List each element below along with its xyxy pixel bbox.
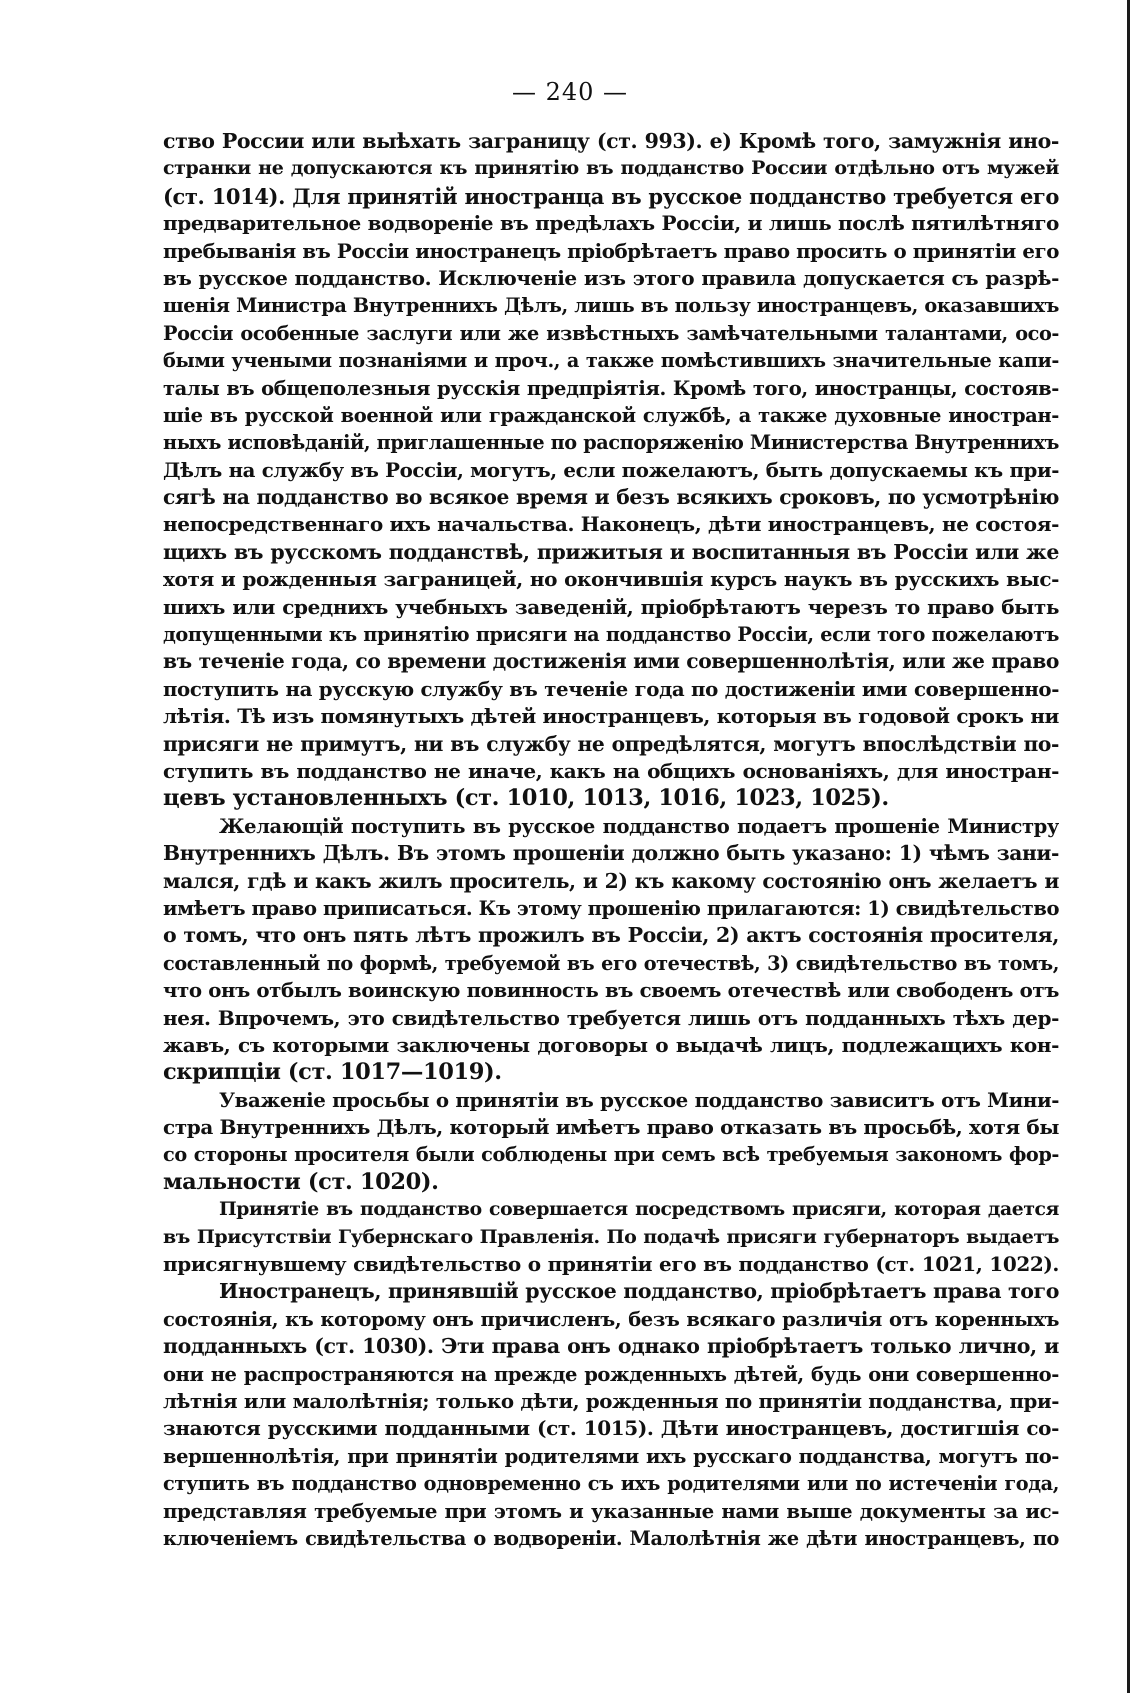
text-line: мальности (ст. 1020).: [163, 1168, 439, 1195]
text-line: они не распространяются на прежде рожденныхъ дѣтей, будь они совершенно-: [163, 1362, 1059, 1386]
text-line: Дѣлъ на службу въ Россіи, могутъ, если пожелаютъ, быть допускаемы къ при-: [163, 457, 1059, 482]
body-text: [163, 128, 1059, 1552]
text-line: мался, гдѣ и какъ жилъ проситель, и 2) къ какому состоянію онъ желаетъ и: [163, 868, 1059, 893]
text-line: что онъ отбылъ воинскую повинность въ своемъ отечествѣ или свободенъ отъ: [163, 978, 1059, 1003]
text-line: шихъ или среднихъ учебныхъ заведеній, пріобрѣтаютъ черезъ то право быть: [163, 594, 1059, 619]
text-line: предварительное водвореніе въ предѣлахъ Россіи, и лишь послѣ пятилѣтняго: [163, 211, 1059, 236]
text-line: Внутреннихъ Дѣлъ. Въ этомъ прошеніи должно быть указано: 1) чѣмъ зани-: [163, 841, 1059, 866]
paragraph-5: [163, 1278, 1059, 1552]
text-line: со стороны просителя были соблюдены при семъ всѣ требуемыя закономъ фор-: [163, 1143, 1059, 1167]
text-line: цевъ установленныхъ (ст. 1010, 1013, 1016, 1023, 1025).: [163, 785, 889, 812]
text-line: лѣтія. Тѣ изъ помянутыхъ дѣтей иностранцевъ, которыя въ годовой срокъ ни: [163, 704, 1059, 729]
text-line: представляя требуемые при этомъ и указанные нами выше документы за ис-: [163, 1498, 1059, 1523]
text-line: (ст. 1014). Для принятій иностранца въ русское подданство требуется его: [163, 183, 1059, 209]
text-line: нея. Впрочемъ, это свидѣтельство требуется лишь отъ подданныхъ тѣхъ дер-: [163, 1005, 1059, 1030]
text-line: присягнувшему свидѣтельство о принятіи его въ подданство (ст. 1021, 1022).: [163, 1252, 1059, 1277]
text-line: въ русское подданство. Исключеніе изъ этого правила допускается съ разрѣ-: [163, 265, 1059, 290]
text-line: имѣетъ право приписаться. Къ этому прошенію прилагаются: 1) свидѣтельство: [163, 896, 1059, 920]
text-line: пребыванія въ Россіи иностранецъ пріобрѣтаетъ право просить о принятіи его: [163, 238, 1059, 263]
text-line: ныхъ исповѣданій, приглашенные по распоряженію Министерства Внутреннихъ: [163, 431, 1059, 455]
text-line: ключеніемъ свидѣтельства о водвореніи. Малолѣтнія же дѣти иностранцевъ, по: [163, 1526, 1059, 1550]
text-line: ступить въ подданство не иначе, какъ на общихъ основаніяхъ, для иностран-: [163, 758, 1059, 783]
paragraph-1: [163, 128, 1059, 813]
text-line: въ теченіе года, со времени достиженія ими совершеннолѣтія, или же право: [163, 649, 1059, 674]
text-line: талы въ общеполезныя русскія предпріятія. Кромѣ того, иностранцы, состояв-: [163, 376, 1059, 400]
text-line: шенія Министра Внутреннихъ Дѣлъ, лишь въ пользу иностранцевъ, оказавшихъ: [163, 294, 1059, 318]
text-line: щихъ въ русскомъ подданствѣ, прижитыя и воспитанныя въ Россіи или же: [163, 539, 1059, 564]
text-line: быми учеными познаніями и проч., а также помѣстившихъ значительные капи-: [163, 349, 1059, 373]
text-line: поступить на русскую службу въ теченіе года по достиженіи ими совершенно-: [163, 676, 1059, 701]
text-line: Уваженіе просьбы о принятіи въ русское подданство зависитъ отъ Мини-: [219, 1087, 1059, 1112]
text-line: въ Присутствіи Губернскаго Правленія. По подачѣ присяги губернаторъ выдаетъ: [163, 1225, 1059, 1248]
text-line: присяги не примутъ, ни въ службу не опредѣлятся, могутъ впослѣдствіи по-: [163, 731, 1059, 756]
text-line: стра Внутреннихъ Дѣлъ, который имѣетъ право отказать въ просьбѣ, хотя бы: [163, 1115, 1059, 1140]
page-edge-rule: [1127, 0, 1130, 1693]
paragraph-3: [163, 1087, 1059, 1197]
text-line: странки не допускаются къ принятію въ подданство России отдѣльно отъ мужей: [163, 157, 1059, 180]
text-line: вершеннолѣтія, при принятіи родителями ихъ русскаго подданства, могутъ по-: [163, 1444, 1059, 1468]
text-line: Принятіе въ подданство совершается посредствомъ присяги, которая дается: [219, 1198, 1059, 1221]
text-line: хотя и рожденныя заграницей, но окончившія курсъ наукъ въ русскихъ выс-: [163, 567, 1059, 592]
text-line: состоянія, къ которому онъ причисленъ, безъ всякаго различія отъ коренныхъ: [163, 1307, 1059, 1331]
text-line: лѣтнія или малолѣтнія; только дѣти, рожденныя по принятіи подданства, при-: [163, 1388, 1059, 1413]
text-line: подданныхъ (ст. 1030). Эти права онъ однако пріобрѣтаетъ только лично, и: [163, 1334, 1059, 1359]
text-line: непосредственнаго ихъ начальства. Наконецъ, дѣти иностранцевъ, не состоя-: [163, 512, 1059, 537]
paragraph-2: [163, 813, 1059, 1087]
text-line: скрипціи (ст. 1017—1019).: [163, 1059, 502, 1086]
text-line: допущенными къ принятію присяги на подданство Россіи, если того пожелаютъ: [163, 623, 1059, 647]
text-line: шіе въ русской военной или гражданской службѣ, а также духовные иностран-: [163, 403, 1059, 427]
text-line: сягѣ на подданство во всякое время и безъ всякихъ сроковъ, по усмотрѣнію: [163, 485, 1059, 510]
text-line: ступить въ подданство одновременно съ ихъ родителями или по истеченіи года,: [163, 1472, 1059, 1496]
text-line: знаются русскими подданными (ст. 1015). Дѣти иностранцевъ, достигшія со-: [163, 1416, 1059, 1441]
text-line: о томъ, что онъ пять лѣтъ прожилъ въ Россіи, 2) актъ состоянія просителя,: [163, 923, 1059, 948]
text-line: жавъ, съ которыми заключены договоры о выдачѣ лицъ, подлежащихъ кон-: [163, 1032, 1059, 1057]
page-number: — 240 —: [511, 78, 629, 106]
text-line: Желающій поступить въ русское подданство подаетъ прошеніе Министру: [219, 814, 1059, 838]
text-line: Россіи особенные заслуги или же извѣстныхъ замѣчательными талантами, осо-: [163, 321, 1059, 345]
text-line: ство России или выѣхать заграницу (ст. 993). е) Кромѣ того, замужнія ино-: [163, 129, 1059, 153]
text-line: составленный по формѣ, требуемой въ его отечествѣ, 3) свидѣтельство въ томъ,: [163, 951, 1059, 975]
text-line: Иностранецъ, принявшій русское подданство, пріобрѣтаетъ права того: [219, 1279, 1059, 1304]
paragraph-4: [163, 1196, 1059, 1278]
